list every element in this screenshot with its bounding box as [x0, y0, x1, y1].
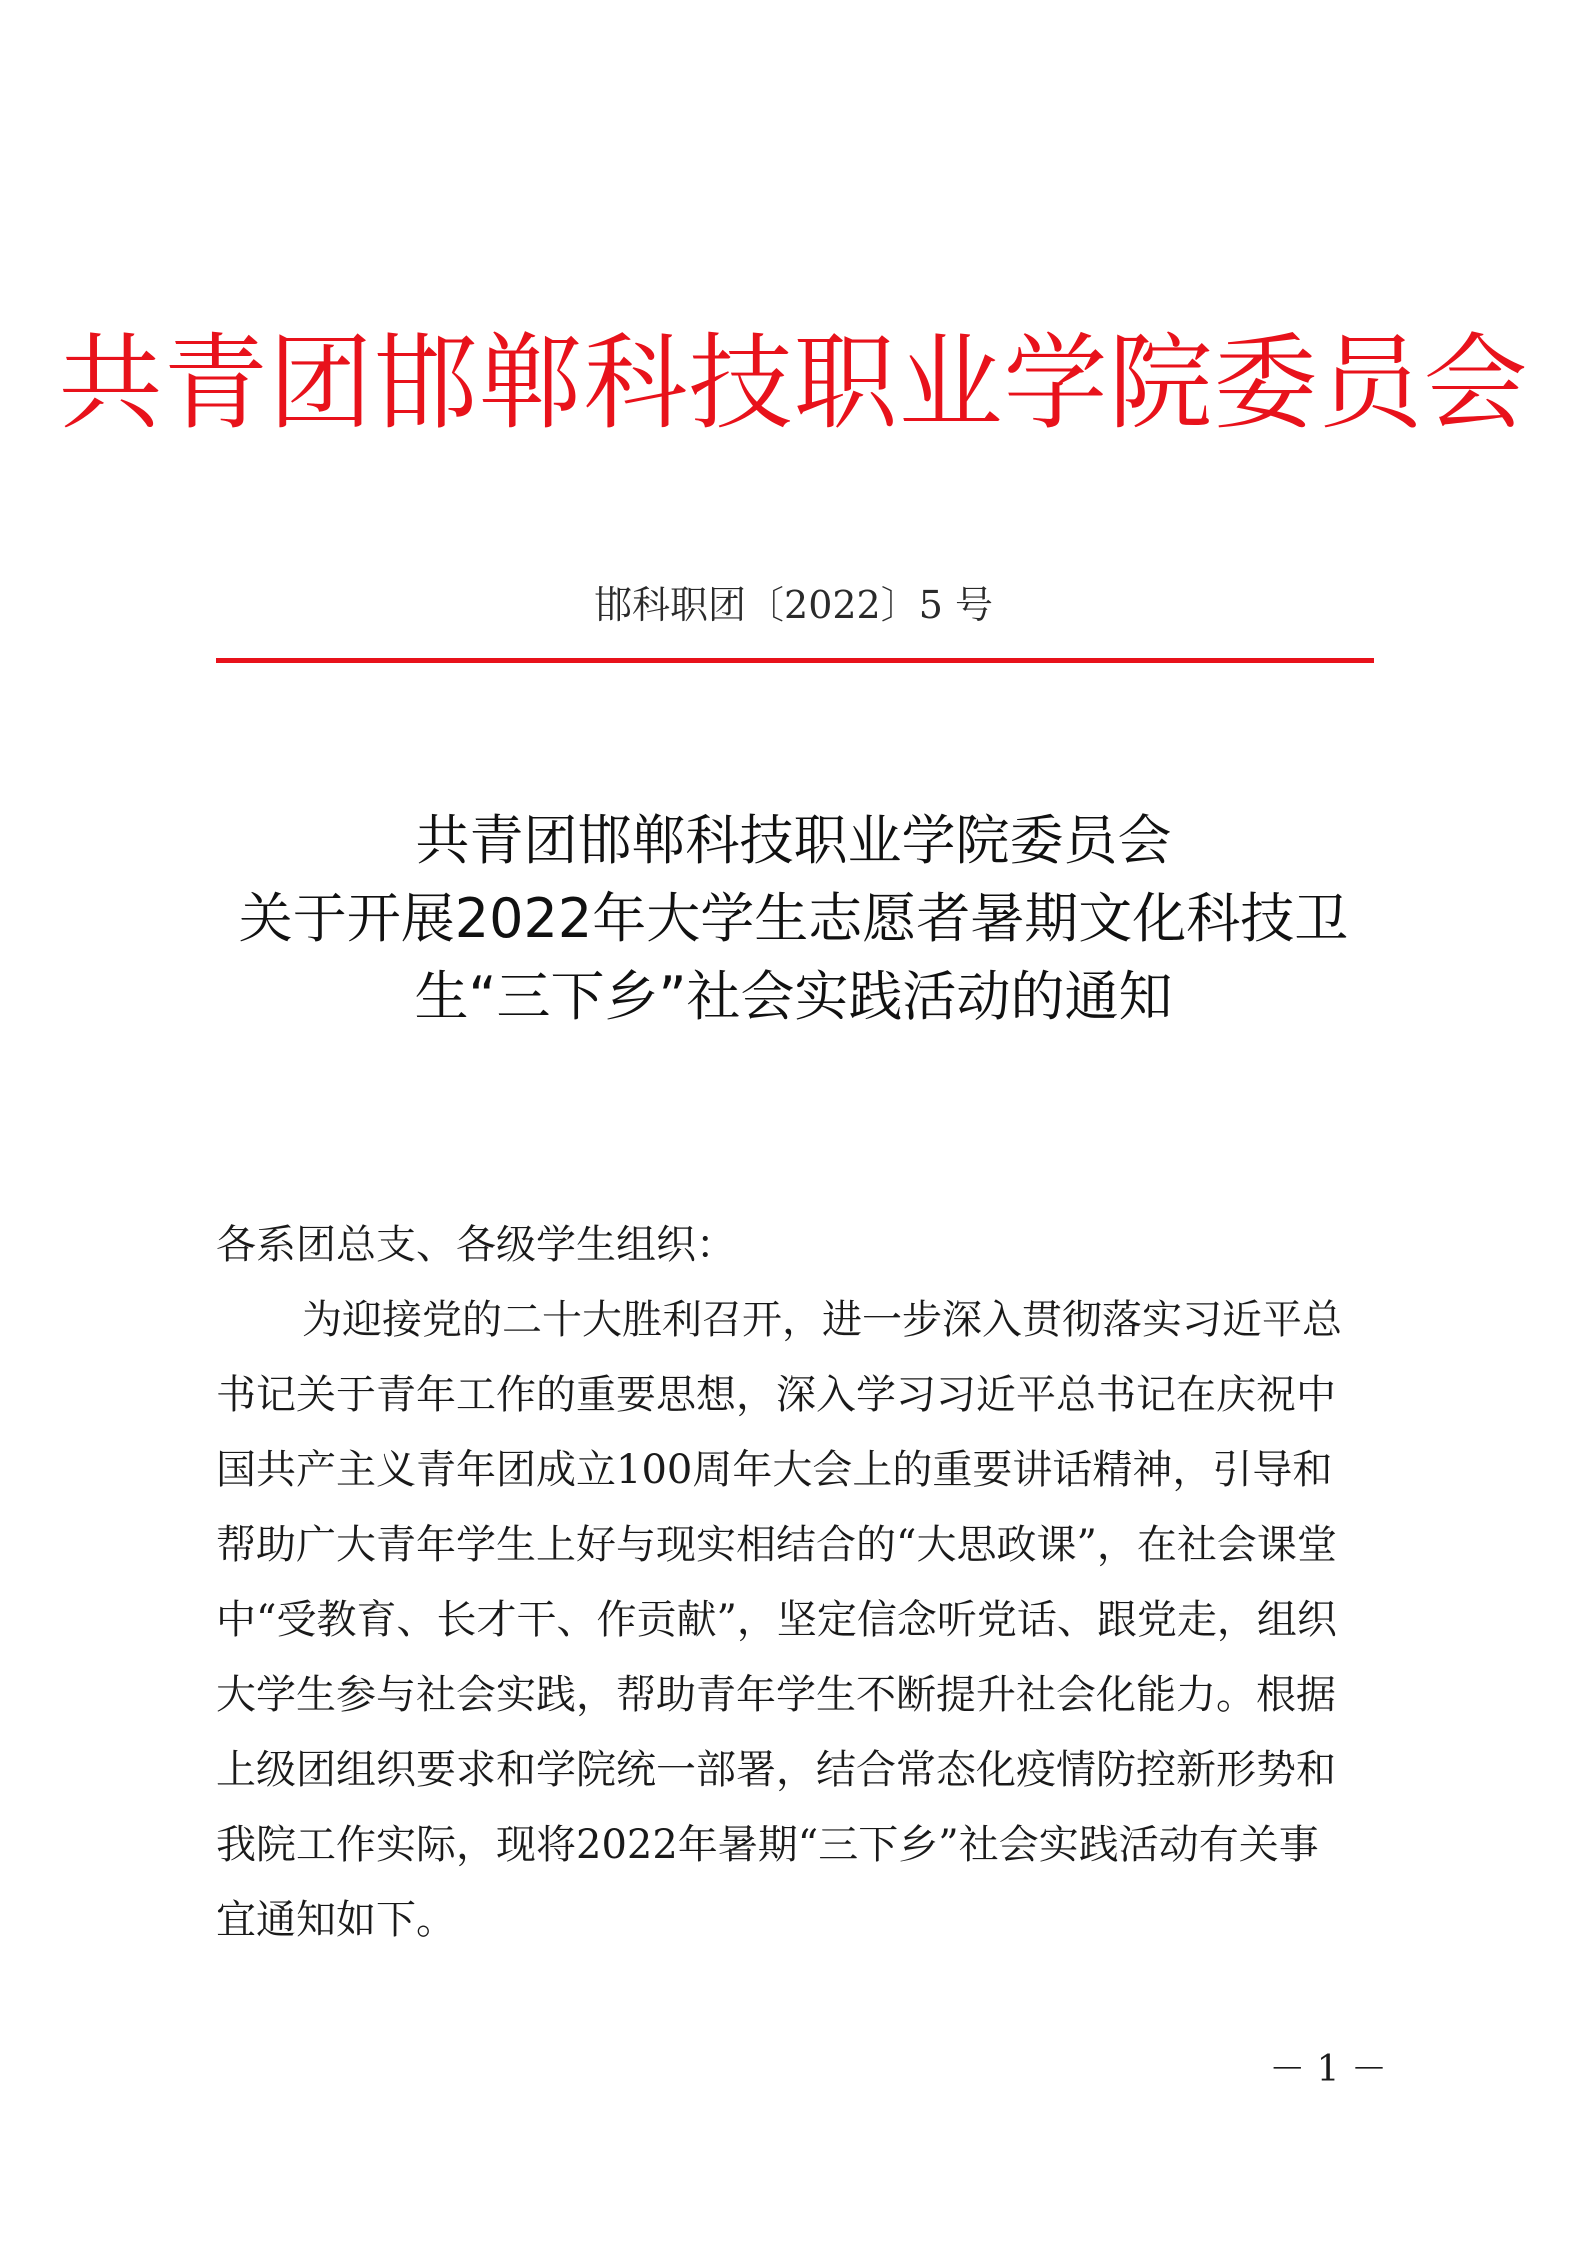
body-line: 为迎接党的二十大胜利召开，进一步深入贯彻落实习近平总 [302, 1297, 1342, 1343]
body-line: 帮助广大青年学生上好与现实相结合的“大思政课”，在社会课堂 [216, 1522, 1337, 1568]
body-line: 国共产主义青年团成立100周年大会上的重要讲话精神，引导和 [216, 1447, 1333, 1493]
salutation: 各系团总支、各级学生组织： [216, 1222, 736, 1268]
title-line-1: 共青团邯郸科技职业学院委员会 [415, 809, 1172, 872]
page-number: － 1 － [1269, 2049, 1387, 2090]
body-line: 中“受教育、长才干、作贡献”，坚定信念听党话、跟党走，组织 [216, 1597, 1337, 1643]
body-line: 我院工作实际，现将2022年暑期“三下乡”社会实践活动有关事 [216, 1822, 1319, 1868]
document-number: 邯科职团〔2022〕5 号 [594, 583, 993, 627]
body-line: 大学生参与社会实践，帮助青年学生不断提升社会化能力。根据 [216, 1672, 1336, 1718]
notice-title [0, 802, 1587, 1036]
issuing-organization-header: 共青团邯郸科技职业学院委员会 [58, 322, 1529, 444]
body-line: 上级团组织要求和学院统一部署，结合常态化疫情防控新形势和 [216, 1747, 1336, 1793]
body-line: 宜通知如下。 [216, 1897, 456, 1943]
red-divider-line [216, 658, 1374, 663]
body-line: 书记关于青年工作的重要思想，深入学习习近平总书记在庆祝中 [216, 1372, 1336, 1418]
title-line-2: 关于开展2022年大学生志愿者暑期文化科技卫 [238, 887, 1349, 950]
notice-body [216, 1208, 1396, 1958]
title-line-3: 生“三下乡”社会实践活动的通知 [414, 965, 1173, 1028]
